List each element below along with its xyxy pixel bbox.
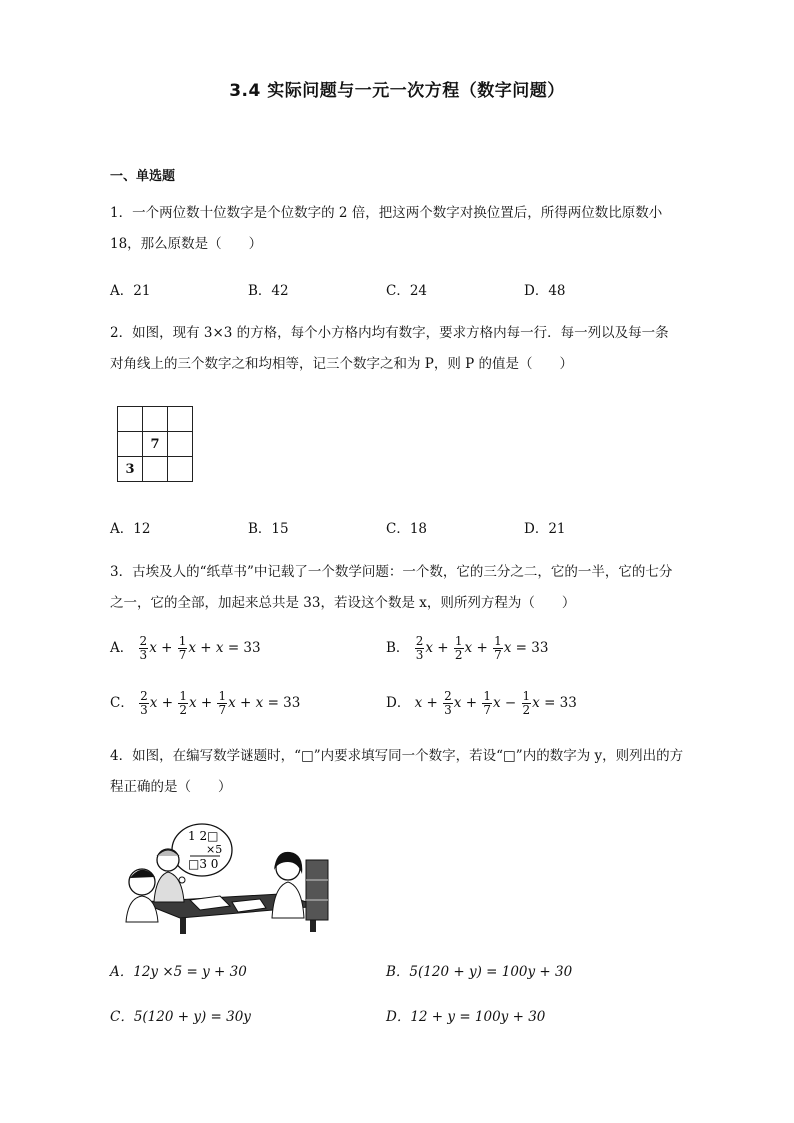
variable: x [453,695,462,711]
operator: + [426,695,438,711]
q3-option-d[interactable] [386,690,577,717]
fraction-numerator: 2 [444,689,452,703]
equals-value: = 33 [515,640,549,656]
fraction-denominator: 2 [179,703,187,717]
q1-option-a[interactable]: A．21 [110,283,151,299]
option-label: C． [110,695,134,711]
fraction-denominator: 3 [140,703,148,717]
question-2-line-2: 对角线上的三个数字之和均相等，记三个数字之和为 P，则 P 的值是（ ） [110,356,574,372]
q4-option-b[interactable]: B．5(120 + y) = 100y + 30 [386,964,573,980]
q2-option-c[interactable]: C．18 [386,521,428,537]
grid-cell [168,407,193,432]
variable: x [149,695,158,711]
fraction-numerator: 2 [140,689,148,703]
grid-cell [118,432,143,457]
q4-option-d[interactable]: D．12 + y = 100y + 30 [386,1009,546,1025]
section-heading: 一、单选题 [110,169,176,184]
question-4-line-1: 4．如图，在编写数学谜题时，“□”内要求填写同一个数字，若设“□”内的数字为 y，则列出的方 [110,748,684,764]
fraction-numerator: 2 [415,634,424,648]
fraction [482,690,492,717]
equals-value: = 33 [267,695,301,711]
fraction-numerator: 1 [178,634,187,648]
grid-cell [168,432,193,457]
q4-option-c[interactable]: C．5(120 + y) = 30y [110,1009,251,1025]
option-label: A． [110,640,134,656]
variable: x [149,640,157,656]
fraction-numerator: 1 [522,689,531,703]
operator: + [465,695,478,711]
fraction-numerator: 1 [483,689,491,703]
fraction-numerator: 1 [179,689,187,703]
classroom-illustration [120,822,330,934]
fraction [493,635,503,662]
option-label: D． [386,695,411,711]
fraction-denominator: 3 [444,703,452,717]
fraction-denominator: 3 [139,648,148,662]
variable: x [532,695,540,711]
fraction-denominator: 7 [483,703,491,717]
variable: x [255,695,264,711]
operator: + [161,640,173,656]
q2-option-a[interactable]: A．12 [110,521,151,537]
operator: + [200,695,213,711]
page-title: 3.4 实际问题与一元一次方程（数字问题） [229,81,565,101]
q1-option-d[interactable]: D．48 [524,283,566,299]
variable: x [503,640,512,656]
magic-square-grid [117,406,193,482]
fraction-denominator: 2 [522,703,531,717]
fraction [178,690,188,717]
question-3-line-2: 之一，它的全部，加起来总共是 33，若设这个数是 x，则所列方程为（ ） [110,595,576,611]
fraction [139,635,149,662]
q3-option-a[interactable] [110,635,261,662]
fraction [415,635,425,662]
fraction [522,690,532,717]
bubble-row-3: □3 0 [188,857,219,871]
fraction-numerator: 1 [218,689,227,703]
fraction-denominator: 3 [415,648,424,662]
variable: x [414,695,423,711]
bubble-row-1: 1 2□ [188,829,219,843]
fraction [443,690,453,717]
q4-option-a[interactable]: A．12y ×5 = y + 30 [110,964,247,980]
variable: x [492,695,501,711]
variable: x [464,640,473,656]
grid-cell: 7 [143,432,168,457]
operator: + [240,695,252,711]
fraction [454,635,464,662]
question-3-line-1: 3．古埃及人的“纸草书”中记载了一个数学问题：一个数，它的三分之二，它的一半，它的七分 [110,564,673,580]
variable: x [425,640,433,656]
fraction-denominator: 7 [178,648,187,662]
fraction [178,635,188,662]
grid-cell: 3 [118,457,143,482]
question-4 [110,741,690,803]
question-2 [110,318,690,380]
q1-option-c[interactable]: C．24 [386,283,428,299]
q2-option-b[interactable]: B．15 [248,521,289,537]
bubble-row-2: ×5 [206,843,223,856]
operator: + [200,640,212,656]
variable: x [188,695,197,711]
grid-cell [168,457,193,482]
operator: + [437,640,449,656]
question-3 [110,557,690,619]
q2-option-d[interactable]: D．21 [524,521,566,537]
operator: + [476,640,488,656]
question-4-line-2: 程正确的是（ ） [110,779,232,795]
question-2-line-1: 2．如图，现有 3×3 的方格，每个小方格内均有数字，要求方格内每一行．每一列以及每一条 [110,325,669,341]
q3-option-c[interactable] [110,690,300,717]
variable: x [188,640,196,656]
fraction-denominator: 7 [494,648,502,662]
fraction-numerator: 2 [139,634,148,648]
operator: − [504,695,517,711]
operator: + [161,695,174,711]
equals-value: = 33 [544,695,577,711]
question-1 [110,198,690,260]
grid-cell [143,457,168,482]
grid-cell [118,407,143,432]
question-1-line-1: 1．一个两位数十位数字是个位数字的 2 倍，把这两个数字对换位置后，所得两位数比原数小 [110,205,663,221]
fraction-denominator: 2 [454,648,463,662]
fraction-numerator: 1 [494,634,502,648]
question-1-line-2: 18，那么原数是（ ） [110,236,263,252]
equals-value: = 33 [227,640,261,656]
q1-option-b[interactable]: B．42 [248,283,289,299]
fraction-denominator: 7 [218,703,227,717]
option-label: B． [386,640,410,656]
q3-option-b[interactable] [386,635,548,662]
fraction [217,690,227,717]
fraction-numerator: 1 [454,634,463,648]
grid-cell [143,407,168,432]
variable: x [228,695,236,711]
fraction [139,690,149,717]
variable: x [215,640,224,656]
